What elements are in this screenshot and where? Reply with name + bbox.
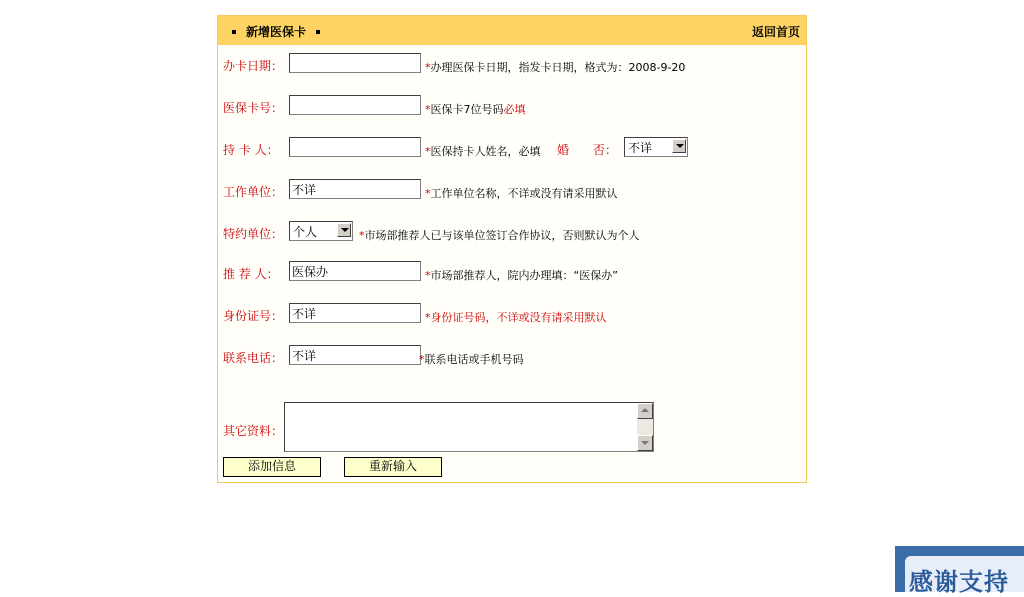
panel-title-text: 新增医保卡 — [246, 25, 307, 39]
required-star: * — [419, 353, 425, 366]
row-contract-unit — [223, 221, 803, 243]
card-no-input[interactable] — [289, 95, 421, 115]
thanks-badge[interactable] — [895, 546, 1024, 596]
contract-unit-label: 特约单位： — [223, 227, 284, 241]
contract-unit-hint-text: 市场部推荐人已与该单位签订合作协议，否则默认为个人 — [364, 229, 640, 242]
card-date-label: 办卡日期： — [223, 59, 284, 73]
holder-hint-text: 医保持卡人姓名，必填 — [430, 145, 541, 158]
referrer-input[interactable] — [289, 261, 421, 281]
other-label: 其它资料： — [223, 424, 284, 438]
scroll-up-icon[interactable] — [637, 403, 653, 419]
referrer-hint — [425, 267, 618, 283]
row-referrer — [223, 261, 803, 283]
chevron-down-icon[interactable] — [672, 139, 686, 153]
holder-label: 持 卡 人： — [223, 143, 279, 157]
card-no-required-text: 必填 — [503, 103, 526, 116]
married-select-value: 不详 — [628, 141, 653, 155]
row-work-unit — [223, 179, 803, 201]
panel-header — [218, 16, 806, 45]
id-no-hint-text: 身份证号码，不详或没有请采用默认 — [430, 311, 607, 324]
card-no-hint — [425, 101, 526, 117]
holder-hint — [425, 143, 541, 159]
required-star: * — [425, 311, 431, 324]
married-select[interactable] — [624, 137, 688, 157]
required-star: * — [425, 61, 431, 74]
required-star: * — [359, 229, 365, 242]
bullet-icon — [316, 30, 320, 34]
scrollbar[interactable] — [637, 403, 653, 451]
scroll-down-icon[interactable] — [637, 435, 653, 451]
card-no-hint-text: 医保卡7位号码 — [430, 103, 504, 116]
id-no-input[interactable] — [289, 303, 421, 323]
work-unit-hint-text: 工作单位名称，不详或没有请采用默认 — [430, 187, 618, 200]
card-no-label: 医保卡号： — [223, 101, 284, 115]
row-card-date — [223, 53, 803, 75]
bullet-icon — [232, 30, 236, 34]
row-phone — [223, 345, 803, 367]
contract-unit-select[interactable] — [289, 221, 353, 241]
chevron-down-icon[interactable] — [337, 223, 351, 237]
panel-title — [232, 23, 320, 40]
row-id-no — [223, 303, 803, 325]
holder-input[interactable] — [289, 137, 421, 157]
other-textarea[interactable] — [284, 402, 654, 452]
work-unit-hint — [425, 185, 618, 201]
married-label: 婚 否： — [557, 143, 618, 157]
card-date-input[interactable] — [289, 53, 421, 73]
required-star: * — [425, 145, 431, 158]
phone-hint — [419, 351, 524, 367]
form-panel — [217, 15, 807, 483]
required-star: * — [425, 269, 431, 282]
reset-button[interactable]: 重新输入 — [344, 457, 442, 477]
phone-label: 联系电话： — [223, 351, 284, 365]
work-unit-input[interactable] — [289, 179, 421, 199]
work-unit-label: 工作单位： — [223, 185, 284, 199]
phone-input[interactable] — [289, 345, 421, 365]
required-star: * — [425, 187, 431, 200]
row-holder — [223, 137, 803, 159]
referrer-label: 推 荐 人： — [223, 267, 279, 281]
back-home-link[interactable]: 返回首页 — [751, 25, 800, 39]
card-date-hint — [425, 59, 685, 75]
referrer-hint-text: 市场部推荐人，院内办理填：“医保办” — [430, 269, 618, 282]
contract-unit-hint — [359, 227, 640, 243]
phone-hint-text: 联系电话或手机号码 — [424, 353, 524, 366]
card-date-hint-text: 办理医保卡日期，指发卡日期，格式为：2008-9-20 — [430, 61, 686, 74]
contract-unit-select-value: 个人 — [293, 225, 318, 239]
thanks-badge-inner — [905, 556, 1024, 596]
row-card-no — [223, 95, 803, 117]
id-no-hint — [425, 309, 607, 325]
id-no-label: 身份证号： — [223, 309, 284, 323]
add-info-button[interactable]: 添加信息 — [223, 457, 321, 477]
required-star: * — [425, 103, 431, 116]
thanks-badge-text: 感谢支持 — [909, 568, 1009, 596]
